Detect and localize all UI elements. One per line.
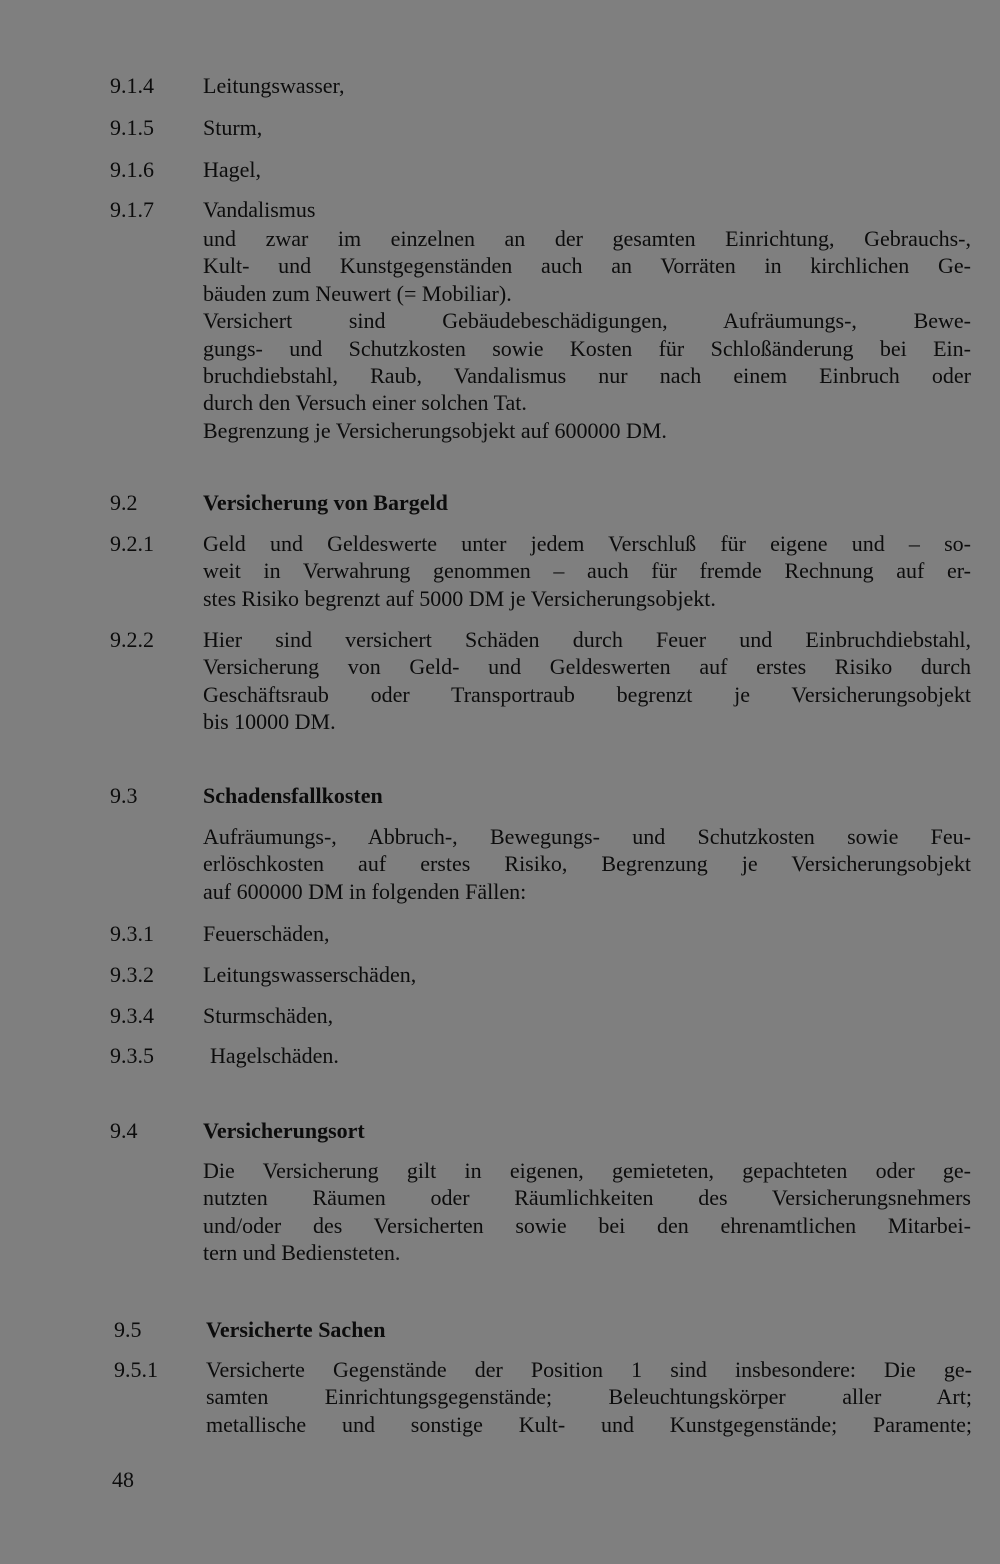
item-number: 9.1.6 <box>110 157 154 182</box>
text-line: auf 600000 DM in folgenden Fällen: <box>203 878 527 904</box>
paragraph <box>203 626 971 736</box>
item-text: Vandalismus <box>203 197 316 222</box>
paragraph <box>203 823 971 905</box>
paragraph <box>206 1356 972 1438</box>
text-line: bruchdiebstahl, Raub, Vandalismus nur nach einem Einbruch oder <box>203 363 971 389</box>
text-line: Geschäftsraub oder Transportraub begrenzt je Versicherungsobjekt <box>203 681 971 707</box>
section-heading: Versicherung von Bargeld <box>203 490 448 515</box>
text-line: bäuden zum Neuwert (= Mobiliar). <box>203 280 512 306</box>
section-number: 9.5 <box>114 1317 142 1342</box>
text-line: Hier sind versichert Schäden durch Feuer und Einbruchdiebstahl, <box>203 627 971 652</box>
item-number: 9.3.4 <box>110 1003 154 1028</box>
item-number: 9.3.1 <box>110 921 154 946</box>
item-number: 9.2.1 <box>110 531 154 556</box>
text-line: Begrenzung je Versicherungsobjekt auf 600000 DM. <box>203 417 667 443</box>
item-number: 9.1.4 <box>110 73 154 98</box>
item-text: Feuerschäden, <box>203 921 330 946</box>
text-line: Versicherung von Geld- und Geldeswerten auf erstes Risiko durch <box>203 654 971 680</box>
text-line: stes Risiko begrenzt auf 5000 DM je Versicherungsobjekt. <box>203 585 716 611</box>
text-line: tern und Bediensteten. <box>203 1240 401 1266</box>
item-number: 9.5.1 <box>114 1357 158 1382</box>
section-number: 9.3 <box>110 783 138 808</box>
text-line: und zwar im einzelnen an der gesamten Einrichtung, Gebrauchs-, <box>203 226 971 251</box>
text-line: Die Versicherung gilt in eigenen, gemieteten, gepachteten oder ge- <box>203 1158 971 1183</box>
item-text: Hagelschäden. <box>210 1043 339 1068</box>
section-heading: Versicherungsort <box>203 1118 365 1143</box>
item-917-paragraph <box>203 225 971 444</box>
text-line: metallische und sonstige Kult- und Kunstgegenstände; Paramente; <box>206 1411 972 1437</box>
item-number: 9.2.2 <box>110 627 154 652</box>
text-line: Kult- und Kunstgegenständen auch an Vorräten in kirchlichen Ge- <box>203 253 971 279</box>
item-number: 9.1.7 <box>110 197 154 222</box>
text-line: Geld und Geldeswerte unter jedem Verschluß für eigene und – so- <box>203 531 971 556</box>
paragraph <box>203 530 971 612</box>
section-heading: Versicherte Sachen <box>206 1317 386 1342</box>
item-number: 9.3.5 <box>110 1043 154 1068</box>
text-line: nutzten Räumen oder Räumlichkeiten des Versicherungsnehmers <box>203 1185 971 1211</box>
text-line: und/oder des Versicherten sowie bei den ehrenamtlichen Mitarbei- <box>203 1212 971 1238</box>
item-text: Leitungswasserschäden, <box>203 962 417 987</box>
text-line: samten Einrichtungsgegenstände; Beleuchtungskörper aller Art; <box>206 1384 972 1410</box>
text-line: bis 10000 DM. <box>203 709 336 735</box>
item-text: Leitungswasser, <box>203 73 345 98</box>
section-number: 9.2 <box>110 490 138 515</box>
text-line: weit in Verwahrung genommen – auch für fremde Rechnung auf er- <box>203 558 971 584</box>
page-number: 48 <box>112 1467 134 1492</box>
text-line: erlöschkosten auf erstes Risiko, Begrenzung je Versicherungsobjekt <box>203 851 971 877</box>
section-heading: Schadensfallkosten <box>203 783 383 808</box>
item-text: Sturmschäden, <box>203 1003 334 1028</box>
text-line: gungs- und Schutzkosten sowie Kosten für Schloßänderung bei Ein- <box>203 335 971 361</box>
text-line: Aufräumungs-, Abbruch-, Bewegungs- und Schutzkosten sowie Feu- <box>203 824 971 849</box>
text-line: Versichert sind Gebäudebeschädigungen, Aufräumungs-, Bewe- <box>203 308 971 334</box>
paragraph <box>203 1157 971 1267</box>
section-number: 9.4 <box>110 1118 138 1143</box>
item-text: Sturm, <box>203 115 263 140</box>
item-number: 9.3.2 <box>110 962 154 987</box>
item-text: Hagel, <box>203 157 262 182</box>
text-line: Versicherte Gegenstände der Position 1 sind insbesondere: Die ge- <box>206 1357 972 1382</box>
text-line: durch den Versuch einer solchen Tat. <box>203 390 527 416</box>
item-number: 9.1.5 <box>110 115 154 140</box>
